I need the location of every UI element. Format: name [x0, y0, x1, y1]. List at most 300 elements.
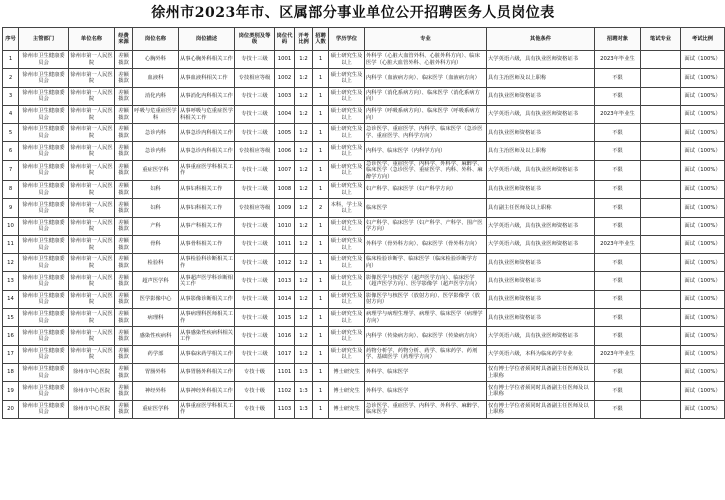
cell-exam-ratio: 面试（100%） [681, 51, 725, 69]
cell-major: 内科学（消化系病方向）、临床医学（消化系病方向） [365, 87, 487, 105]
cell-code: 1009 [275, 199, 295, 217]
cell-seq: 18 [3, 363, 19, 381]
cell-exam-ratio: 面试（100%） [681, 254, 725, 272]
cell-written-major [641, 254, 681, 272]
cell-funding: 差额拨款 [115, 382, 133, 400]
table-row [3, 235, 725, 253]
cell-exam-ratio: 面试（100%） [681, 217, 725, 235]
cell-conditions: 仅有博士学位者须同时具备副主任医师及以上职称 [487, 363, 595, 381]
cell-grade: 专技十三级 [235, 160, 275, 180]
cell-code: 1015 [275, 309, 295, 327]
cell-unit: 徐州市第一人民医院 [69, 199, 115, 217]
cell-exam-ratio: 面试（100%） [681, 160, 725, 180]
cell-count: 1 [313, 69, 329, 87]
cell-position: 产科 [133, 217, 179, 235]
cell-unit: 徐州市第一人民医院 [69, 272, 115, 290]
cell-code: 1012 [275, 254, 295, 272]
header-description: 岗位描述 [179, 28, 235, 51]
cell-count: 1 [313, 363, 329, 381]
cell-seq: 2 [3, 69, 19, 87]
cell-dept: 徐州市卫生健康委员会 [19, 181, 69, 199]
cell-position: 心胸外科 [133, 51, 179, 69]
cell-education: 硕士研究生及以上 [329, 51, 365, 69]
cell-unit: 徐州市第一人民医院 [69, 235, 115, 253]
cell-count: 1 [313, 87, 329, 105]
cell-conditions: 具有执业医师资格证书 [487, 309, 595, 327]
cell-major: 药物分析学、药物分析、药学、临床药学、药剂学、基础医学（药理学方向） [365, 345, 487, 363]
table-row [3, 181, 725, 199]
cell-unit: 徐州市第一人民医院 [69, 105, 115, 123]
cell-seq: 20 [3, 400, 19, 418]
cell-position: 药学部 [133, 345, 179, 363]
cell-conditions: 具有主治医师及以上职称 [487, 69, 595, 87]
cell-description: 从事妇科相关工作 [179, 181, 235, 199]
cell-funding: 差额拨款 [115, 124, 133, 142]
cell-exam-ratio: 面试（100%） [681, 363, 725, 381]
cell-major: 外科学、临床医学 [365, 363, 487, 381]
cell-target: 2023年毕业生 [595, 235, 641, 253]
cell-unit: 徐州市第一人民医院 [69, 51, 115, 69]
cell-target: 不限 [595, 272, 641, 290]
cell-major: 外科学（骨外科方向）、临床医学（骨外科方向） [365, 235, 487, 253]
table-row [3, 199, 725, 217]
cell-education: 硕士研究生及以上 [329, 124, 365, 142]
cell-exam-ratio: 面试（100%） [681, 235, 725, 253]
cell-count: 1 [313, 382, 329, 400]
cell-ratio: 1:2 [295, 217, 313, 235]
cell-major: 内科学（呼吸系病方向）、临床医学（呼吸系病方向） [365, 105, 487, 123]
table-row [3, 142, 725, 160]
cell-conditions: 具有执业医师资格证书 [487, 290, 595, 308]
cell-education: 博士研究生 [329, 382, 365, 400]
cell-position: 消化内科 [133, 87, 179, 105]
cell-code: 1007 [275, 160, 295, 180]
cell-seq: 3 [3, 87, 19, 105]
cell-ratio: 1:2 [295, 235, 313, 253]
cell-education: 博士研究生 [329, 400, 365, 418]
cell-target: 不限 [595, 363, 641, 381]
cell-description: 从事神经外科相关工作 [179, 382, 235, 400]
cell-dept: 徐州市卫生健康委员会 [19, 254, 69, 272]
cell-conditions: 具有副主任医师及以上职称 [487, 199, 595, 217]
cell-ratio: 1:2 [295, 309, 313, 327]
cell-funding: 差额拨款 [115, 160, 133, 180]
table-row [3, 217, 725, 235]
table-row [3, 51, 725, 69]
cell-dept: 徐州市卫生健康委员会 [19, 51, 69, 69]
cell-ratio: 1:2 [295, 345, 313, 363]
cell-unit: 徐州市第一人民医院 [69, 254, 115, 272]
cell-grade: 专技十三级 [235, 181, 275, 199]
cell-target: 不限 [595, 382, 641, 400]
cell-unit: 徐州市第一人民医院 [69, 290, 115, 308]
cell-count: 1 [313, 345, 329, 363]
cell-exam-ratio: 面试（100%） [681, 105, 725, 123]
cell-conditions: 大学英语六级，具有执业医师资格证书 [487, 327, 595, 345]
cell-education: 硕士研究生及以上 [329, 309, 365, 327]
cell-dept: 徐州市卫生健康委员会 [19, 235, 69, 253]
cell-education: 硕士研究生及以上 [329, 142, 365, 160]
cell-grade: 专技十三级 [235, 272, 275, 290]
cell-description: 从事病理科医师相关工作 [179, 309, 235, 327]
header-written-major: 笔试专业 [641, 28, 681, 51]
cell-conditions: 大学英语六级，具有执业医师资格证书 [487, 217, 595, 235]
cell-unit: 徐州市第一人民医院 [69, 142, 115, 160]
cell-dept: 徐州市卫生健康委员会 [19, 290, 69, 308]
cell-unit: 徐州市第一人民医院 [69, 217, 115, 235]
cell-funding: 差额拨款 [115, 309, 133, 327]
cell-target: 不限 [595, 327, 641, 345]
header-major: 专业 [365, 28, 487, 51]
cell-target: 不限 [595, 254, 641, 272]
cell-position: 妇科 [133, 199, 179, 217]
cell-written-major [641, 199, 681, 217]
cell-written-major [641, 290, 681, 308]
cell-funding: 差额拨款 [115, 254, 133, 272]
header-education: 学历学位 [329, 28, 365, 51]
cell-description: 从事急诊内科相关工作 [179, 124, 235, 142]
cell-conditions: 具有执业医师资格证书 [487, 87, 595, 105]
cell-written-major [641, 87, 681, 105]
cell-seq: 16 [3, 327, 19, 345]
cell-description: 从事超声医学科诊断相关工作 [179, 272, 235, 290]
table-header [3, 28, 725, 51]
header-funding: 经费来源 [115, 28, 133, 51]
cell-description: 从事急诊内科相关工作 [179, 142, 235, 160]
cell-major: 内科学（传染病方向）、临床医学（传染病方向） [365, 327, 487, 345]
cell-education: 硕士研究生及以上 [329, 181, 365, 199]
cell-exam-ratio: 面试（100%） [681, 400, 725, 418]
cell-unit: 徐州市第一人民医院 [69, 181, 115, 199]
cell-major: 临床检验诊断学、临床医学（临床检验诊断学方向） [365, 254, 487, 272]
cell-ratio: 1:2 [295, 272, 313, 290]
cell-position: 病理科 [133, 309, 179, 327]
cell-code: 1011 [275, 235, 295, 253]
cell-target: 不限 [595, 69, 641, 87]
cell-seq: 13 [3, 272, 19, 290]
cell-count: 1 [313, 254, 329, 272]
cell-target: 不限 [595, 400, 641, 418]
cell-education: 硕士研究生及以上 [329, 160, 365, 180]
cell-dept: 徐州市卫生健康委员会 [19, 199, 69, 217]
cell-written-major [641, 142, 681, 160]
cell-conditions: 大学英语六级，具有执业医师资格证书 [487, 235, 595, 253]
cell-target: 不限 [595, 309, 641, 327]
cell-grade: 专技十级 [235, 400, 275, 418]
cell-position: 急诊内科 [133, 124, 179, 142]
cell-written-major [641, 235, 681, 253]
cell-exam-ratio: 面试（100%） [681, 142, 725, 160]
table-row [3, 272, 725, 290]
cell-funding: 差额拨款 [115, 69, 133, 87]
table-row [3, 254, 725, 272]
cell-dept: 徐州市卫生健康委员会 [19, 400, 69, 418]
cell-major: 妇产科学、临床医学（妇产科学方向） [365, 181, 487, 199]
cell-unit: 徐州市第一人民医院 [69, 124, 115, 142]
cell-major: 外科学、临床医学 [365, 382, 487, 400]
cell-exam-ratio: 面试（100%） [681, 199, 725, 217]
cell-major: 外科学（心脏大血管外科、心脏外科方向）、临床医学（心脏大血管外科、心脏外科方向） [365, 51, 487, 69]
table-row [3, 363, 725, 381]
cell-position: 血液科 [133, 69, 179, 87]
cell-position: 医学影像中心 [133, 290, 179, 308]
cell-seq: 17 [3, 345, 19, 363]
cell-written-major [641, 327, 681, 345]
cell-major: 病理学与病理生理学、病理学、临床医学（病理学方向） [365, 309, 487, 327]
cell-description: 从事心胸外科相关工作 [179, 51, 235, 69]
cell-grade: 专技十三级 [235, 105, 275, 123]
cell-written-major [641, 363, 681, 381]
cell-exam-ratio: 面试（100%） [681, 272, 725, 290]
cell-dept: 徐州市卫生健康委员会 [19, 217, 69, 235]
cell-written-major [641, 345, 681, 363]
cell-exam-ratio: 面试（100%） [681, 345, 725, 363]
cell-education: 本科，学士及以上 [329, 199, 365, 217]
cell-target: 不限 [595, 160, 641, 180]
cell-exam-ratio: 面试（100%） [681, 327, 725, 345]
cell-position: 呼吸与危重症医学科 [133, 105, 179, 123]
cell-dept: 徐州市卫生健康委员会 [19, 327, 69, 345]
cell-grade: 专技十三级 [235, 87, 275, 105]
cell-major: 临床医学 [365, 199, 487, 217]
cell-funding: 差额拨款 [115, 235, 133, 253]
cell-conditions: 大学英语六级，本科为临床药学专业 [487, 345, 595, 363]
cell-target: 不限 [595, 217, 641, 235]
header-grade: 岗位类别及等级 [235, 28, 275, 51]
cell-seq: 1 [3, 51, 19, 69]
cell-education: 硕士研究生及以上 [329, 345, 365, 363]
cell-major: 影像医学与核医学（放射方向）、医学影像学（放射方向） [365, 290, 487, 308]
cell-major: 急诊医学、重症医学、内科学、外科学、麻醉学、临床医学 [365, 400, 487, 418]
cell-unit: 徐州市中心医院 [69, 382, 115, 400]
cell-position: 检验科 [133, 254, 179, 272]
cell-description: 从事消化内科相关工作 [179, 87, 235, 105]
cell-written-major [641, 272, 681, 290]
cell-conditions: 大学英语六级，具有执业医师资格证书 [487, 51, 595, 69]
cell-grade: 专技十三级 [235, 327, 275, 345]
cell-written-major [641, 124, 681, 142]
cell-ratio: 1:2 [295, 290, 313, 308]
cell-position: 骨科 [133, 235, 179, 253]
cell-description: 从事产科相关工作 [179, 217, 235, 235]
cell-position: 胃肠外科 [133, 363, 179, 381]
cell-count: 1 [313, 51, 329, 69]
cell-written-major [641, 181, 681, 199]
cell-description: 从事影像诊断相关工作 [179, 290, 235, 308]
cell-conditions: 具有执业医师资格证书 [487, 272, 595, 290]
header-unit: 单位名称 [69, 28, 115, 51]
cell-ratio: 1:2 [295, 254, 313, 272]
table-row [3, 160, 725, 180]
cell-description: 从事妇科相关工作 [179, 199, 235, 217]
cell-ratio: 1:2 [295, 142, 313, 160]
cell-major: 内科学、临床医学（内科学方向） [365, 142, 487, 160]
cell-code: 1013 [275, 272, 295, 290]
cell-position: 急诊内科 [133, 142, 179, 160]
cell-code: 1014 [275, 290, 295, 308]
cell-funding: 差额拨款 [115, 290, 133, 308]
cell-code: 1004 [275, 105, 295, 123]
cell-target: 不限 [595, 142, 641, 160]
cell-grade: 专技相应等级 [235, 69, 275, 87]
cell-conditions: 仅有博士学位者须同时具备副主任医师及以上职称 [487, 400, 595, 418]
cell-funding: 差额拨款 [115, 51, 133, 69]
header-conditions: 其他条件 [487, 28, 595, 51]
cell-exam-ratio: 面试（100%） [681, 290, 725, 308]
cell-ratio: 1:2 [295, 327, 313, 345]
cell-written-major [641, 400, 681, 418]
cell-position: 重症医学科 [133, 160, 179, 180]
cell-exam-ratio: 面试（100%） [681, 309, 725, 327]
header-seq: 序号 [3, 28, 19, 51]
cell-description: 从事骨科相关工作 [179, 235, 235, 253]
cell-ratio: 1:3 [295, 363, 313, 381]
cell-funding: 差额拨款 [115, 363, 133, 381]
cell-conditions: 具有执业医师资格证书 [487, 254, 595, 272]
header-count: 招聘人数 [313, 28, 329, 51]
cell-ratio: 1:3 [295, 382, 313, 400]
cell-grade: 专技十三级 [235, 235, 275, 253]
table-row [3, 345, 725, 363]
cell-code: 1002 [275, 69, 295, 87]
table-row [3, 309, 725, 327]
cell-dept: 徐州市卫生健康委员会 [19, 363, 69, 381]
table-row [3, 105, 725, 123]
cell-education: 硕士研究生及以上 [329, 327, 365, 345]
cell-funding: 差额拨款 [115, 105, 133, 123]
cell-ratio: 1:3 [295, 400, 313, 418]
cell-grade: 专技十级 [235, 363, 275, 381]
cell-funding: 差额拨款 [115, 400, 133, 418]
cell-written-major [641, 51, 681, 69]
cell-code: 1016 [275, 327, 295, 345]
cell-seq: 11 [3, 235, 19, 253]
cell-count: 1 [313, 400, 329, 418]
cell-written-major [641, 217, 681, 235]
cell-education: 硕士研究生及以上 [329, 235, 365, 253]
cell-written-major [641, 105, 681, 123]
cell-target: 2023年毕业生 [595, 105, 641, 123]
cell-major: 影像医学与核医学（超声医学方向）、临床医学（超声医学方向）、医学影像学（超声医学方向） [365, 272, 487, 290]
cell-seq: 15 [3, 309, 19, 327]
cell-seq: 19 [3, 382, 19, 400]
cell-funding: 差额拨款 [115, 345, 133, 363]
cell-code: 1001 [275, 51, 295, 69]
cell-target: 不限 [595, 87, 641, 105]
cell-description: 从事检验科诊断相关工作 [179, 254, 235, 272]
cell-exam-ratio: 面试（100%） [681, 382, 725, 400]
cell-grade: 专技十三级 [235, 345, 275, 363]
cell-seq: 7 [3, 160, 19, 180]
cell-exam-ratio: 面试（100%） [681, 87, 725, 105]
cell-funding: 差额拨款 [115, 181, 133, 199]
cell-seq: 9 [3, 199, 19, 217]
cell-description: 从事临床药学相关工作 [179, 345, 235, 363]
cell-ratio: 1:2 [295, 160, 313, 180]
cell-count: 1 [313, 142, 329, 160]
cell-education: 硕士研究生及以上 [329, 272, 365, 290]
cell-funding: 差额拨款 [115, 272, 133, 290]
cell-major: 急诊医学、重症医学、内科学、外科学、麻醉学、临床医学（急诊医学、重症医学、内科、外科、麻醉学方向） [365, 160, 487, 180]
cell-education: 硕士研究生及以上 [329, 105, 365, 123]
cell-dept: 徐州市卫生健康委员会 [19, 69, 69, 87]
cell-major: 急诊医学、重症医学、内科学、临床医学（急诊医学、重症医学、内科学方向） [365, 124, 487, 142]
cell-education: 硕士研究生及以上 [329, 87, 365, 105]
cell-education: 硕士研究生及以上 [329, 217, 365, 235]
cell-grade: 专技十三级 [235, 290, 275, 308]
cell-description: 从事重症医学科相关工作 [179, 400, 235, 418]
cell-target: 2023年毕业生 [595, 51, 641, 69]
cell-code: 1102 [275, 382, 295, 400]
cell-education: 博士研究生 [329, 363, 365, 381]
cell-dept: 徐州市卫生健康委员会 [19, 309, 69, 327]
cell-dept: 徐州市卫生健康委员会 [19, 105, 69, 123]
cell-count: 1 [313, 105, 329, 123]
cell-funding: 差额拨款 [115, 199, 133, 217]
cell-seq: 12 [3, 254, 19, 272]
cell-unit: 徐州市第一人民医院 [69, 160, 115, 180]
cell-dept: 徐州市卫生健康委员会 [19, 160, 69, 180]
table-row [3, 382, 725, 400]
cell-ratio: 1:2 [295, 105, 313, 123]
cell-grade: 专技相应等级 [235, 142, 275, 160]
cell-conditions: 具有执业医师资格证书 [487, 124, 595, 142]
cell-description: 从事感染性疾病科相关工作 [179, 327, 235, 345]
cell-code: 1010 [275, 217, 295, 235]
cell-major: 内科学（血液病方向）、临床医学（血液病方向） [365, 69, 487, 87]
cell-seq: 8 [3, 181, 19, 199]
cell-seq: 10 [3, 217, 19, 235]
cell-grade: 专技十三级 [235, 124, 275, 142]
cell-unit: 徐州市第一人民医院 [69, 345, 115, 363]
cell-count: 2 [313, 199, 329, 217]
cell-seq: 14 [3, 290, 19, 308]
cell-conditions: 具有主治医师及以上职称 [487, 142, 595, 160]
cell-dept: 徐州市卫生健康委员会 [19, 272, 69, 290]
table-row [3, 124, 725, 142]
cell-description: 从事胃肠外科相关工作 [179, 363, 235, 381]
table-row [3, 69, 725, 87]
cell-ratio: 1:2 [295, 87, 313, 105]
cell-count: 1 [313, 160, 329, 180]
cell-conditions: 具有执业医师资格证书 [487, 181, 595, 199]
cell-funding: 差额拨款 [115, 327, 133, 345]
cell-dept: 徐州市卫生健康委员会 [19, 87, 69, 105]
cell-ratio: 1:2 [295, 124, 313, 142]
cell-grade: 专技相应等级 [235, 199, 275, 217]
cell-funding: 差额拨款 [115, 217, 133, 235]
cell-unit: 徐州市第一人民医院 [69, 309, 115, 327]
cell-position: 超声医学科 [133, 272, 179, 290]
cell-count: 1 [313, 124, 329, 142]
cell-count: 1 [313, 327, 329, 345]
cell-unit: 徐州市第一人民医院 [69, 69, 115, 87]
cell-count: 1 [313, 181, 329, 199]
cell-count: 1 [313, 235, 329, 253]
cell-code: 1003 [275, 87, 295, 105]
cell-target: 不限 [595, 181, 641, 199]
cell-seq: 6 [3, 142, 19, 160]
cell-unit: 徐州市第一人民医院 [69, 87, 115, 105]
cell-count: 1 [313, 272, 329, 290]
cell-education: 硕士研究生及以上 [329, 290, 365, 308]
cell-unit: 徐州市中心医院 [69, 400, 115, 418]
cell-ratio: 1:2 [295, 69, 313, 87]
cell-education: 硕士研究生及以上 [329, 69, 365, 87]
cell-written-major [641, 160, 681, 180]
cell-description: 从事血液科相关工作 [179, 69, 235, 87]
header-position: 岗位名称 [133, 28, 179, 51]
